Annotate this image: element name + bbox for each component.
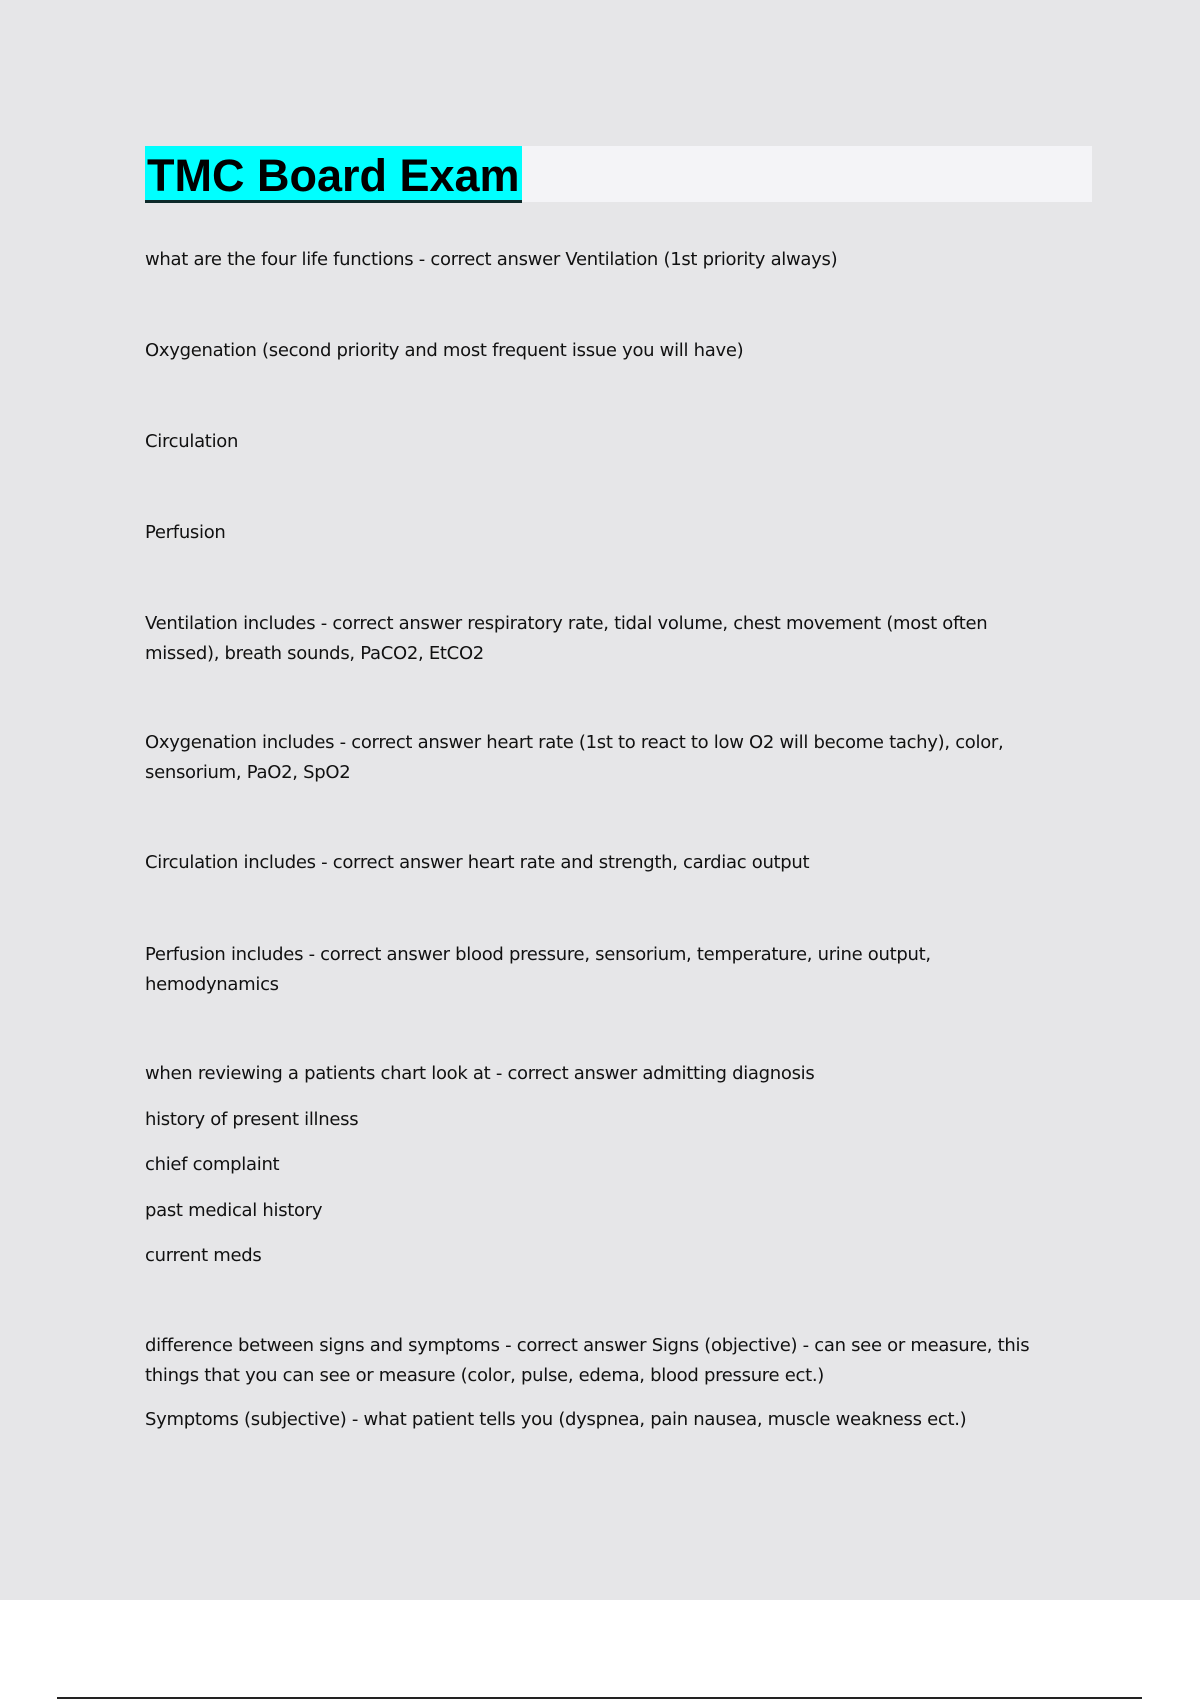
title-bar (145, 146, 1092, 202)
footer-rule (57, 1697, 1142, 1699)
title-highlight (145, 146, 522, 202)
paragraph: what are the four life functions - correct answer Ventilation (1st priority always) (145, 249, 838, 270)
paragraph: chief complaint (145, 1154, 280, 1175)
paragraph: Circulation includes - correct answer heart rate and strength, cardiac output (145, 852, 810, 873)
paragraph: difference between signs and symptoms - correct answer Signs (objective) - can see or measure, this things that you can see or measure (color, pulse, edema, blood pressure ect.) (145, 1335, 1030, 1386)
paragraph: Circulation (145, 431, 239, 452)
paragraph: Ventilation includes - correct answer respiratory rate, tidal volume, chest movement (most often missed), breath sounds, PaCO2, EtCO2 (145, 613, 988, 664)
paragraph: history of present illness (145, 1109, 359, 1130)
paragraph: past medical history (145, 1200, 323, 1221)
paragraph: Oxygenation (second priority and most frequent issue you will have) (145, 340, 744, 361)
paragraph: Oxygenation includes - correct answer heart rate (1st to react to low O2 will become tachy), color, sensorium, PaO2, SpO2 (145, 732, 1004, 783)
paragraph: Perfusion (145, 522, 226, 543)
title-underline (145, 200, 522, 203)
paragraph: when reviewing a patients chart look at - correct answer admitting diagnosis (145, 1063, 815, 1084)
document-title: TMC Board Exam (147, 149, 520, 201)
paragraph: current meds (145, 1245, 262, 1266)
paragraph: Perfusion includes - correct answer blood pressure, sensorium, temperature, urine output, hemodynamics (145, 944, 931, 995)
paragraph: Symptoms (subjective) - what patient tells you (dyspnea, pain nausea, muscle weakness ect.) (145, 1409, 967, 1430)
